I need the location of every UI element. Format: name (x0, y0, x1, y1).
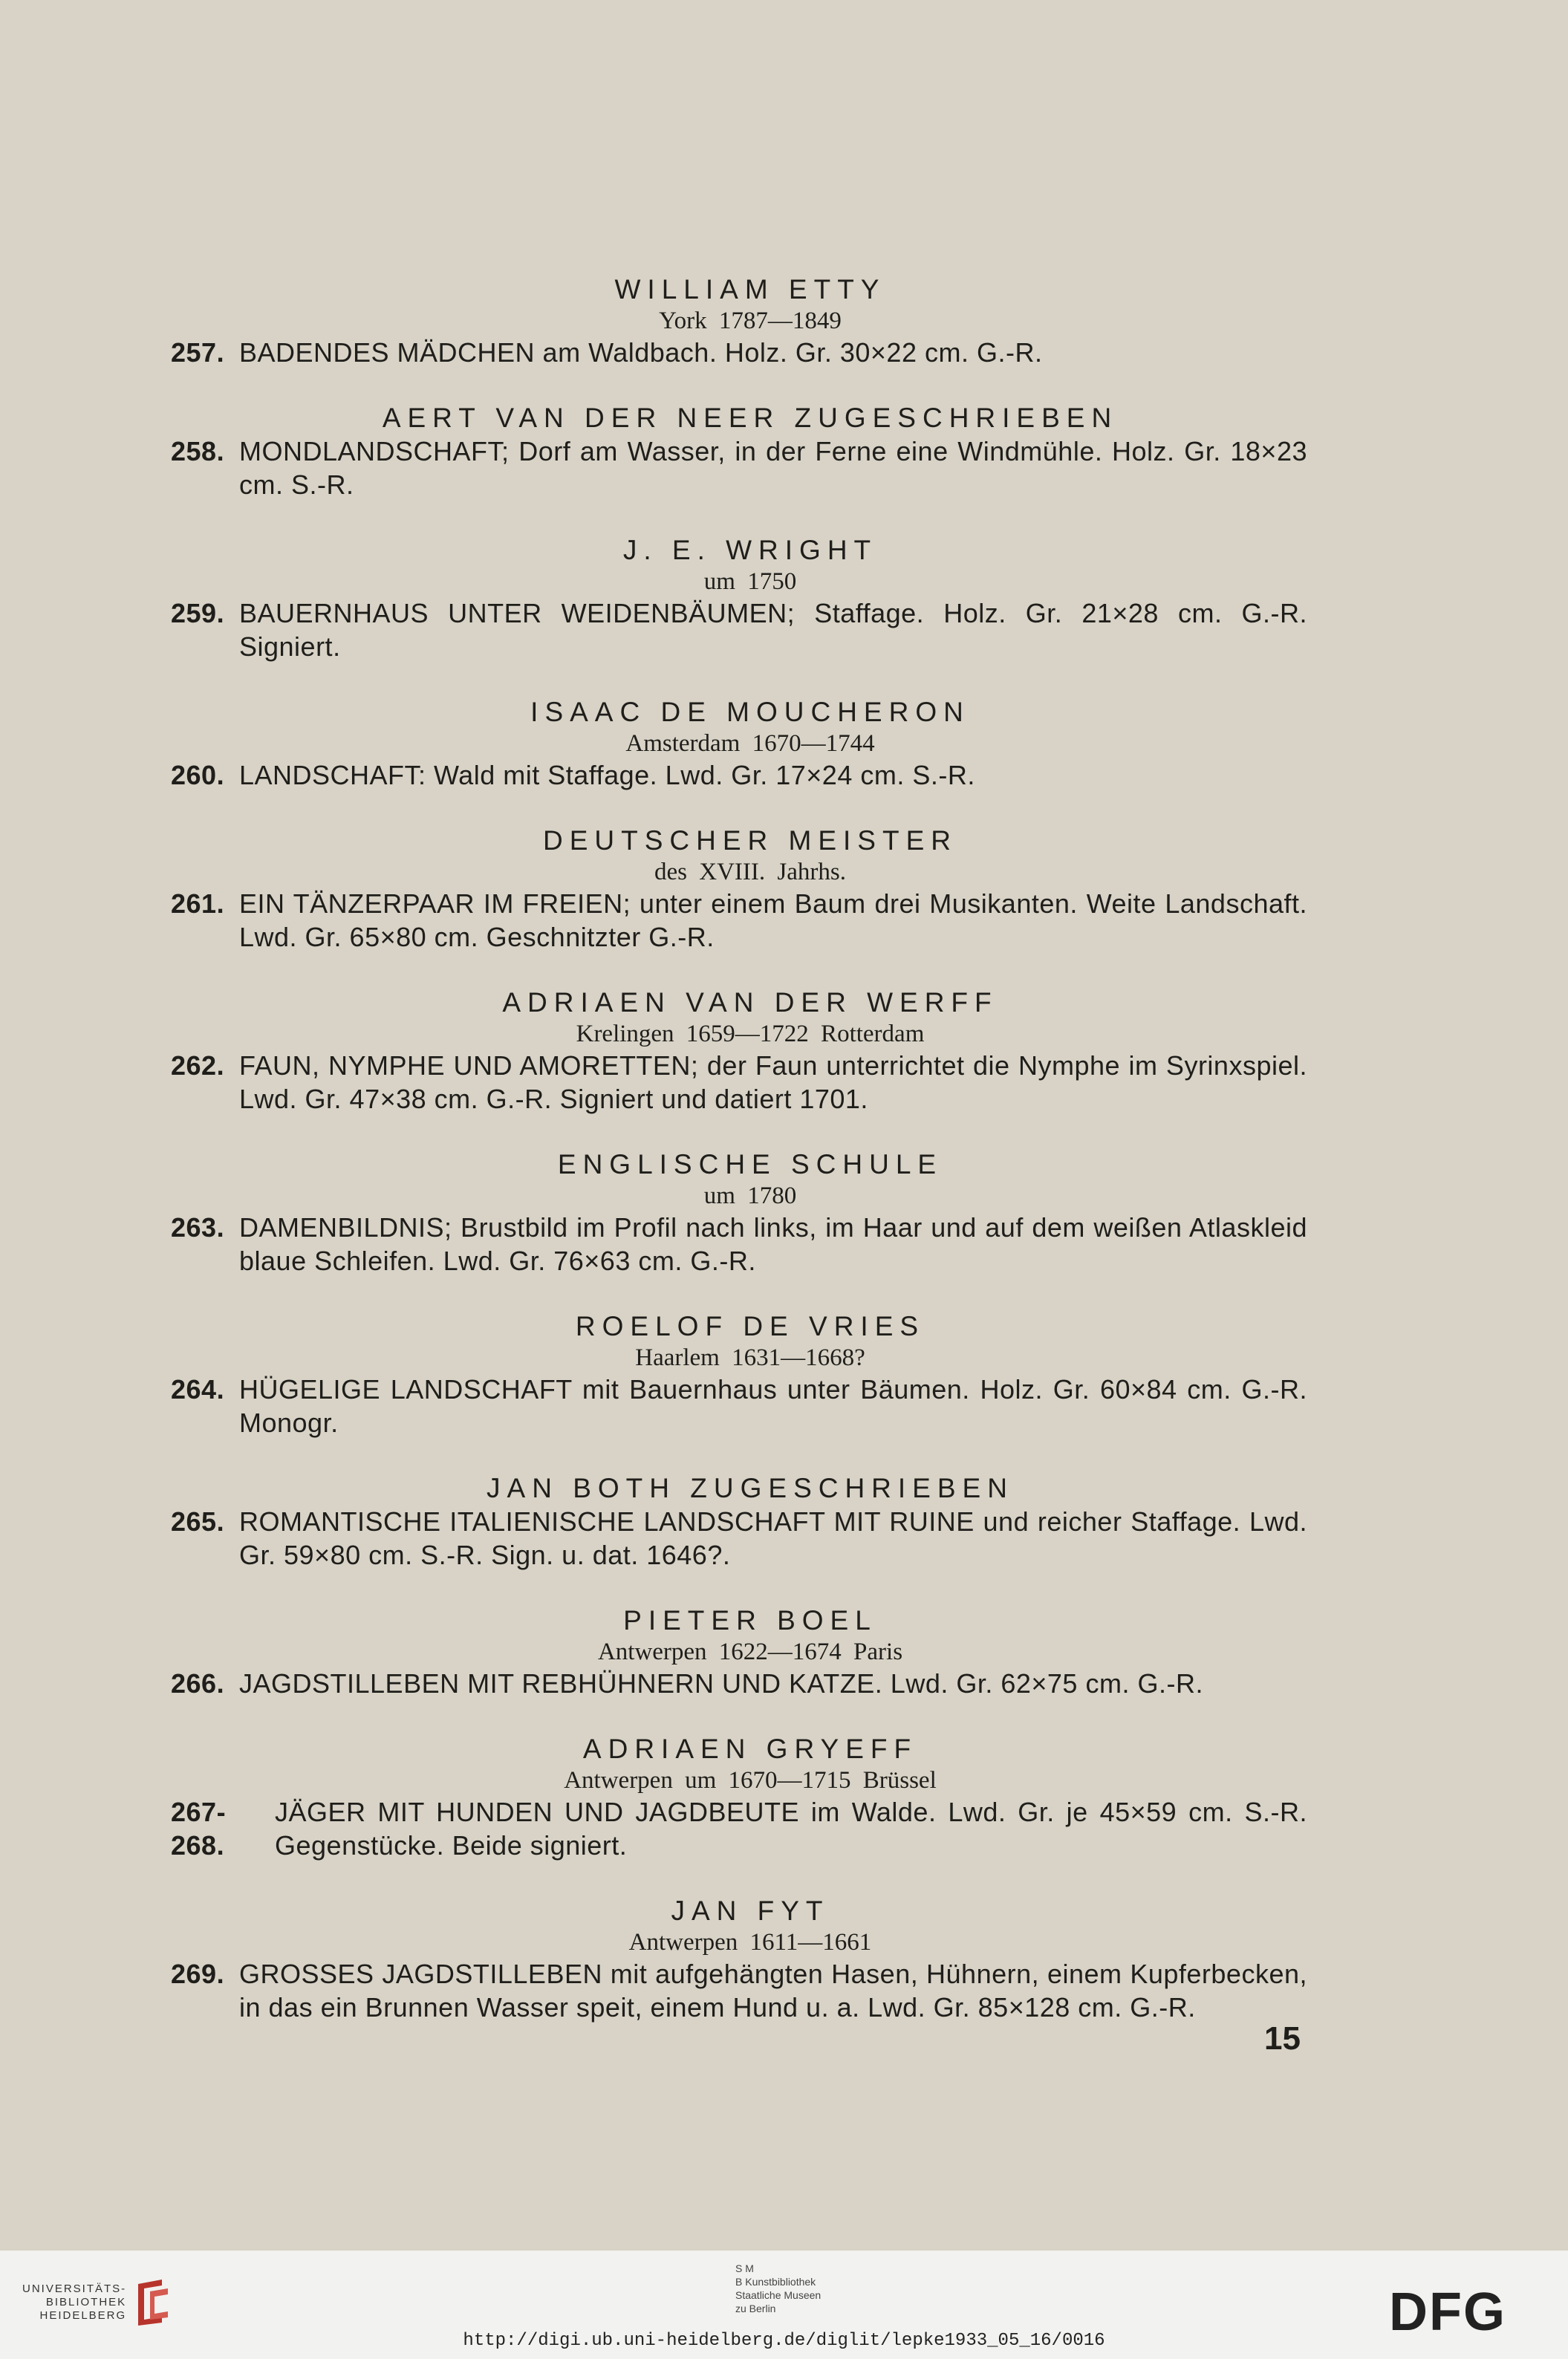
artist-name: ISAAC DE MOUCHERON (530, 697, 970, 727)
lot-number: 267-268. (171, 1797, 227, 1861)
lot-number: 261. (171, 888, 225, 919)
artist-dates: Antwerpen um 1670—1715 Brüssel (564, 1767, 937, 1794)
lot-number: 263. (171, 1212, 225, 1243)
lot-list (171, 273, 1307, 2057)
lot-text: DAMENBILDNIS; Brustbild im Profil nach links, im Haar und auf dem weißen Atlaskleid blaue Schleifen. Lwd. Gr. 76×63 cm. G.-R. (239, 1212, 1307, 1276)
catalog-entry (171, 1472, 1307, 1572)
lot-text: HÜGELIGE LANDSCHAFT mit Bauernhaus unter Bäumen. Holz. Gr. 60×84 cm. G.-R. Monogr. (239, 1374, 1307, 1438)
catalog-entry (171, 534, 1307, 663)
catalog-entry (171, 1310, 1307, 1439)
artist-dates: um 1750 (703, 568, 797, 595)
lot-text: BADENDES MÄDCHEN am Waldbach. Holz. Gr. 30×22 cm. G.-R. (239, 337, 1043, 368)
catalog-entry (171, 1148, 1307, 1278)
lot-description (171, 1211, 1307, 1278)
artist-name: ROELOF DE VRIES (575, 1311, 925, 1341)
dfg-logo[interactable]: DFG (1389, 2282, 1506, 2342)
lot-text: ROMANTISCHE ITALIENISCHE LANDSCHAFT MIT RUINE und reicher Staffage. Lwd. Gr. 59×80 cm. S.-R. Sign. u. dat. 1646?. (239, 1506, 1307, 1570)
lot-number: 264. (171, 1374, 225, 1405)
catalog-entry (171, 1733, 1307, 1862)
artist-name: WILLIAM ETTY (614, 274, 886, 305)
lot-number: 262. (171, 1050, 225, 1081)
lot-text: JÄGER MIT HUNDEN UND JAGDBEUTE im Walde. Lwd. Gr. je 45×59 cm. S.-R. Gegenstücke. Beide signiert. (275, 1797, 1307, 1861)
artist-name: JAN FYT (671, 1896, 830, 1926)
lot-description (171, 336, 1307, 369)
artist-name: ENGLISCHE SCHULE (557, 1149, 943, 1180)
lot-number: 266. (171, 1668, 225, 1699)
catalog-entry (171, 986, 1307, 1116)
artist-dates: Antwerpen 1611—1661 (628, 1929, 872, 1956)
artist-dates: um 1780 (703, 1182, 797, 1209)
catalog-entry (171, 824, 1307, 954)
artist-name: JAN BOTH ZUGESCHRIEBEN (487, 1473, 1014, 1503)
lot-description (171, 758, 1307, 792)
catalog-entry (171, 1604, 1307, 1700)
permalink-url[interactable]: http://digi.ub.uni-heidelberg.de/diglit/lepke1933_05_16/0016 (463, 2331, 1105, 2351)
sm-line: zu Berlin (735, 2303, 776, 2314)
lot-number: 257. (171, 337, 225, 368)
kunstbibliothek-logo[interactable] (735, 2262, 821, 2315)
lot-text: BAUERNHAUS UNTER WEIDENBÄUMEN; Staffage. Holz. Gr. 21×28 cm. G.-R. Signiert. (239, 598, 1307, 662)
artist-name: ADRIAEN GRYEFF (582, 1734, 918, 1764)
lot-text: GROSSES JAGDSTILLEBEN mit aufgehängten Hasen, Hühnern, einem Kupferbecken, in das ein Brunnen Wasser speit, einem Hund u. a. Lwd. Gr. 85×128 cm. G.-R. (239, 1959, 1307, 2023)
lot-number: 258. (171, 436, 225, 466)
artist-name: PIETER BOEL (623, 1605, 877, 1636)
lot-number: 260. (171, 760, 225, 790)
lot-text: EIN TÄNZERPAAR IM FREIEN; unter einem Baum drei Musikanten. Weite Landschaft. Lwd. Gr. 65×80 cm. Geschnitzter G.-R. (239, 888, 1307, 952)
lot-description (171, 1957, 1307, 2024)
catalog-entry (171, 402, 1307, 501)
lot-description (171, 1373, 1307, 1439)
lot-description (171, 1667, 1307, 1700)
ub-emblem-icon (132, 2277, 177, 2329)
page-number: 15 (1264, 2020, 1301, 2057)
artist-dates: York 1787—1849 (659, 308, 842, 334)
lot-number: 269. (171, 1959, 225, 1989)
artist-name: DEUTSCHER MEISTER (543, 825, 957, 856)
sm-line: S M (735, 2262, 754, 2274)
lot-description (171, 1795, 1307, 1862)
artist-dates: Krelingen 1659—1722 Rotterdam (576, 1021, 925, 1047)
artist-dates: Amsterdam 1670—1744 (625, 730, 875, 757)
artist-name: J. E. WRIGHT (622, 535, 878, 565)
artist-name: AERT VAN DER NEER ZUGESCHRIEBEN (382, 403, 1119, 433)
library-line: UNIVERSITÄTS- (22, 2282, 127, 2295)
lot-description (171, 596, 1307, 663)
catalog-entry (171, 1895, 1307, 2024)
sm-line: B Kunstbibliothek (735, 2276, 816, 2288)
lot-text: MONDLANDSCHAFT; Dorf am Wasser, in der Ferne eine Windmühle. Holz. Gr. 18×23 cm. S.-R. (239, 436, 1307, 500)
lot-text: LANDSCHAFT: Wald mit Staffage. Lwd. Gr. 17×24 cm. S.-R. (239, 760, 975, 790)
artist-dates: des XVIII. Jahrhs. (654, 859, 846, 885)
artist-dates: Antwerpen 1622—1674 Paris (597, 1639, 903, 1665)
catalog-entry (171, 696, 1307, 792)
lot-text: FAUN, NYMPHE UND AMORETTEN; der Faun unterrichtet die Nymphe im Syrinxspiel. Lwd. Gr. 47×38 cm. G.-R. Signiert und datiert 1701. (239, 1050, 1307, 1114)
artist-dates: Haarlem 1631—1668? (635, 1344, 865, 1371)
lot-description (171, 887, 1307, 954)
artist-name: ADRIAEN VAN DER WERFF (502, 987, 998, 1018)
lot-number: 265. (171, 1506, 225, 1537)
lot-number: 259. (171, 598, 225, 628)
university-library-logo[interactable] (22, 2277, 177, 2329)
lot-description (171, 435, 1307, 501)
library-line: HEIDELBERG (39, 2309, 127, 2322)
catalog-entry (171, 273, 1307, 369)
lot-description (171, 1505, 1307, 1572)
library-line: BIBLIOTHEK (45, 2296, 127, 2308)
sm-line: Staatliche Museen (735, 2289, 822, 2301)
lot-description (171, 1049, 1307, 1116)
lot-text: JAGDSTILLEBEN MIT REBHÜHNERN UND KATZE. Lwd. Gr. 62×75 cm. G.-R. (239, 1668, 1203, 1699)
